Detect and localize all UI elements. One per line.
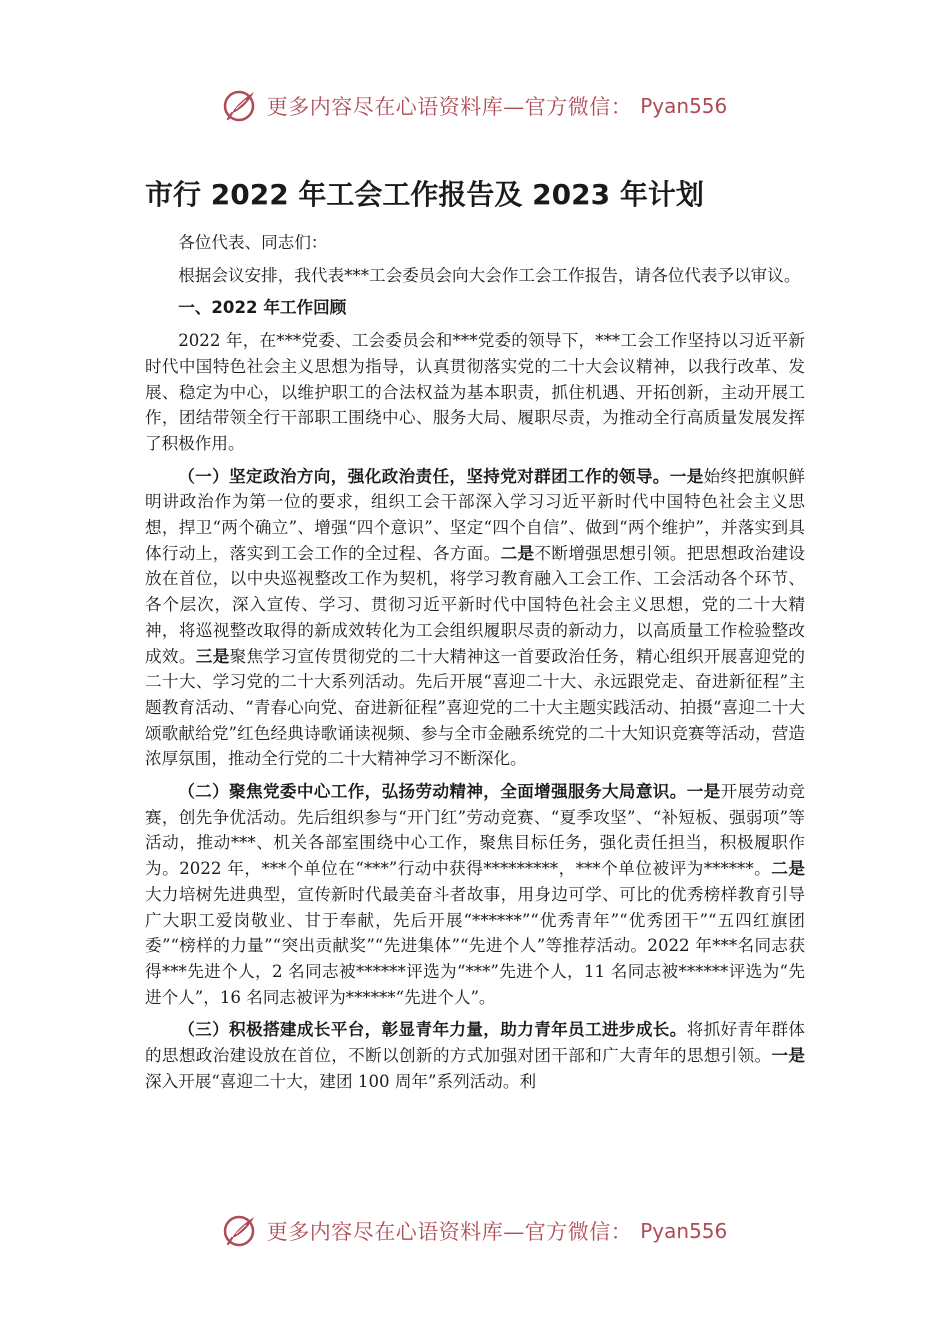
watermark-header (0, 86, 950, 126)
item-text: 聚焦学习宣传贯彻党的二十大精神这一首要政治任务，精心组织开展喜迎党的二十大、学习党的二十大系列活动。先后开展“喜迎二十大、永远跟党走、奋进新征程”主题教育活动、“青春心向党、奋进新征程”喜迎党的二十大主题实践活动、拍摄“喜迎二十大 颂歌献给党”红色经典诗歌诵读视频、参与全市金融系统党的二十大知识竞赛等活动，营造浓厚氛围，推动全行党的二十大精神学习不断深化。 (145, 646, 806, 769)
item-text: 大力培树先进典型，宣传新时代最美奋斗者故事，用身边可学、可比的优秀榜样教育引导广大职工爱岗敬业、甘于奉献，先后开展“******”“优秀青年”“优秀团干”“五四红旗团委”“榜样的力量”“突出贡献奖”“先进集体”“先进个人”等推荐活动。2022 年***名同志获得***先进个人，2 名同志被******评选为“***”先进个人，11 名同志被******评选为“先进个人”，16 名同志被评为******“先进个人”。 (145, 884, 805, 1007)
item-text: 开展劳动竞赛，创先争优活动。先后组织参与“开门红”劳动竞赛、“夏季攻坚”、“补短板、强弱项”等活动，推动***、机关各部室围绕中心工作，聚焦目标任务，强化责任担当，积极履职作为。2022 年，***个单位在“***”行动中获得*********，***个单位被评为******。 (145, 782, 806, 879)
intro-paragraph: 根据会议安排，我代表***工会委员会向大会作工会工作报告，请各位代表予以审议。 (178, 265, 801, 285)
item-text: 不断增强思想引领。把思想政治建设放在首位，以中央巡视整改工作为契机，将学习教育融入工会工作、工会活动各个环节、各个层次，深入宣传、学习、贯彻习近平新时代中国特色社会主义思想，党的二十大精神，将巡视整改取得的新成效转化为工会组织履职尽责的新动力，以高质量工作检验整改成效。 (145, 543, 806, 666)
item-text: 将抓好青年群体的思想政治建设放在首位，不断以创新的方式加强对团干部和广大青年的思想引领。 (145, 1020, 805, 1066)
item-marker: 三是 (195, 645, 230, 666)
item-marker: 一是 (771, 1045, 806, 1066)
watermark-wechat-id: Pyan556 (640, 1219, 728, 1243)
watermark-footer (0, 1211, 950, 1251)
section-heading: 一、2022 年工作回顾 (178, 298, 347, 318)
watermark-text: 更多内容尽在心语资料库—官方微信： (266, 1220, 633, 1244)
paragraph-youth-growth (145, 1017, 805, 1094)
item-text: 始终把旗帜鲜明讲政治作为第一位的要求，组织工会干部深入学习习近平新时代中国特色社会主义思想，捍卫“两个确立”、增强“四个意识”、坚定“四个自信”、做到“两个维护”，并落实到具体行动上，落实到工会工作的全过程、各方面。 (145, 466, 806, 563)
paragraph-political-direction (145, 464, 805, 772)
greeting: 各位代表、同志们： (178, 233, 328, 252)
item-marker: 二是 (771, 858, 805, 879)
quill-logo-icon (223, 88, 259, 124)
item-text: 深入开展“喜迎二十大，建团 100 周年”系列活动。利 (145, 1071, 537, 1091)
item-marker: 一是 (686, 781, 721, 802)
quill-logo-icon (223, 1213, 259, 1249)
overview-paragraph: 2022 年，在***党委、工会委员会和***党委的领导下，***工会工作坚持以习近平新时代中国特色社会主义思想为指导，认真贯彻落实党的二十大会议精神，以我行改革、发展、稳定为中心，以维护职工的合法权益为基本职责，抓住机遇、开拓创新，主动开展工作，团结带领全行干部职工围绕中心、服务大局、履职尽责，为推动全行高质量发展发挥了积极作用。 (145, 331, 805, 453)
item-marker: 一是 (669, 465, 704, 486)
paragraph-central-work (145, 779, 805, 1010)
item-marker: 二是 (500, 542, 535, 563)
document-body (145, 230, 805, 1102)
subheading: （三）积极搭建成长平台，彰显青年力量，助力青年员工进步成长。 (178, 1019, 687, 1040)
subheading: （二）聚焦党委中心工作，弘扬劳动精神，全面增强服务大局意识。 (178, 781, 687, 802)
document-title: 市行 2022 年工会工作报告及 2023 年计划 (145, 178, 704, 211)
watermark-wechat-id: Pyan556 (640, 94, 728, 118)
subheading: （一）坚定政治方向，强化政治责任，坚持党对群团工作的领导。 (178, 465, 670, 486)
watermark-text: 更多内容尽在心语资料库—官方微信： (266, 95, 633, 119)
